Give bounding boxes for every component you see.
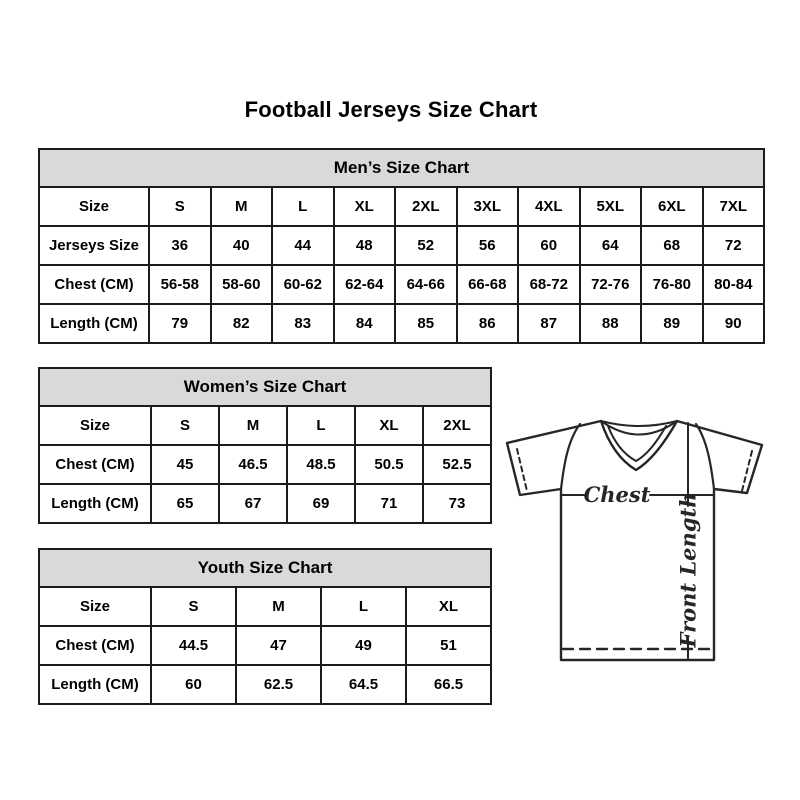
jersey-outline bbox=[507, 421, 762, 660]
table-cell: 40 bbox=[211, 226, 273, 265]
table-cell: 76-80 bbox=[641, 265, 703, 304]
table-cell: 87 bbox=[518, 304, 580, 343]
table-cell: L bbox=[287, 406, 355, 445]
row-label: Size bbox=[39, 406, 151, 445]
table-row bbox=[39, 265, 764, 304]
table-cell: 69 bbox=[287, 484, 355, 523]
table-cell: 4XL bbox=[518, 187, 580, 226]
row-label: Length (CM) bbox=[39, 665, 151, 704]
table-row bbox=[39, 226, 764, 265]
size-table bbox=[38, 148, 765, 344]
table-cell: 47 bbox=[236, 626, 321, 665]
table-row bbox=[39, 445, 491, 484]
table-cell: 6XL bbox=[641, 187, 703, 226]
table-cell: 62-64 bbox=[334, 265, 396, 304]
table-row bbox=[39, 484, 491, 523]
table-cell: 49 bbox=[321, 626, 406, 665]
table-cell: 68 bbox=[641, 226, 703, 265]
table-cell: 7XL bbox=[703, 187, 765, 226]
row-label: Length (CM) bbox=[39, 484, 151, 523]
table-cell: 72 bbox=[703, 226, 765, 265]
table-title: Men’s Size Chart bbox=[39, 149, 764, 187]
table-cell: 66-68 bbox=[457, 265, 519, 304]
size-table bbox=[38, 367, 492, 524]
table-cell: S bbox=[149, 187, 211, 226]
table-cell: 56-58 bbox=[149, 265, 211, 304]
table-cell: XL bbox=[355, 406, 423, 445]
table-cell: M bbox=[219, 406, 287, 445]
table-cell: 90 bbox=[703, 304, 765, 343]
table-cell: 56 bbox=[457, 226, 519, 265]
size-table bbox=[38, 548, 492, 705]
table-cell: L bbox=[272, 187, 334, 226]
jersey-left-armhole-seam bbox=[561, 424, 580, 489]
table-cell: 48 bbox=[334, 226, 396, 265]
page-title: Football Jerseys Size Chart bbox=[244, 97, 538, 122]
table-title: Women’s Size Chart bbox=[39, 368, 491, 406]
front-length-label: Front Length bbox=[675, 492, 701, 648]
row-label: Jerseys Size bbox=[39, 226, 149, 265]
table-cell: 72-76 bbox=[580, 265, 642, 304]
row-label: Size bbox=[39, 587, 151, 626]
womens-size-table bbox=[38, 367, 492, 524]
table-row bbox=[39, 304, 764, 343]
table-cell: 48.5 bbox=[287, 445, 355, 484]
table-cell: 71 bbox=[355, 484, 423, 523]
row-label: Size bbox=[39, 187, 149, 226]
row-label: Chest (CM) bbox=[39, 265, 149, 304]
table-cell: 44 bbox=[272, 226, 334, 265]
table-cell: 85 bbox=[395, 304, 457, 343]
mens-size-table bbox=[38, 148, 765, 344]
table-cell: S bbox=[151, 406, 219, 445]
table-cell: L bbox=[321, 587, 406, 626]
table-cell: 83 bbox=[272, 304, 334, 343]
jersey-diagram bbox=[504, 402, 776, 670]
table-cell: 3XL bbox=[457, 187, 519, 226]
table-cell: 2XL bbox=[423, 406, 491, 445]
table-cell: 60 bbox=[151, 665, 236, 704]
table-cell: 44.5 bbox=[151, 626, 236, 665]
table-cell: 60-62 bbox=[272, 265, 334, 304]
row-label: Length (CM) bbox=[39, 304, 149, 343]
table-row bbox=[39, 665, 491, 704]
table-cell: 73 bbox=[423, 484, 491, 523]
table-row bbox=[39, 587, 491, 626]
table-cell: 45 bbox=[151, 445, 219, 484]
table-cell: 84 bbox=[334, 304, 396, 343]
table-row bbox=[39, 626, 491, 665]
table-row bbox=[39, 187, 764, 226]
table-cell: 67 bbox=[219, 484, 287, 523]
table-cell: 36 bbox=[149, 226, 211, 265]
chest-label: Chest bbox=[583, 482, 651, 507]
table-cell: 64-66 bbox=[395, 265, 457, 304]
table-cell: XL bbox=[334, 187, 396, 226]
table-cell: 65 bbox=[151, 484, 219, 523]
table-row bbox=[39, 406, 491, 445]
table-cell: 64 bbox=[580, 226, 642, 265]
row-label: Chest (CM) bbox=[39, 445, 151, 484]
table-cell: 66.5 bbox=[406, 665, 491, 704]
jersey-right-armhole-seam bbox=[696, 424, 714, 489]
youth-size-table bbox=[38, 548, 492, 705]
table-cell: 80-84 bbox=[703, 265, 765, 304]
table-cell: 82 bbox=[211, 304, 273, 343]
table-cell: 46.5 bbox=[219, 445, 287, 484]
table-cell: 5XL bbox=[580, 187, 642, 226]
row-label: Chest (CM) bbox=[39, 626, 151, 665]
table-cell: 64.5 bbox=[321, 665, 406, 704]
table-cell: M bbox=[211, 187, 273, 226]
table-cell: 52.5 bbox=[423, 445, 491, 484]
table-cell: XL bbox=[406, 587, 491, 626]
table-title: Youth Size Chart bbox=[39, 549, 491, 587]
table-cell: 86 bbox=[457, 304, 519, 343]
table-cell: 88 bbox=[580, 304, 642, 343]
table-cell: 68-72 bbox=[518, 265, 580, 304]
table-cell: 52 bbox=[395, 226, 457, 265]
table-cell: 58-60 bbox=[211, 265, 273, 304]
table-cell: 89 bbox=[641, 304, 703, 343]
table-cell: 60 bbox=[518, 226, 580, 265]
table-cell: 79 bbox=[149, 304, 211, 343]
table-cell: 2XL bbox=[395, 187, 457, 226]
table-cell: 50.5 bbox=[355, 445, 423, 484]
table-cell: M bbox=[236, 587, 321, 626]
table-cell: 51 bbox=[406, 626, 491, 665]
table-cell: S bbox=[151, 587, 236, 626]
table-cell: 62.5 bbox=[236, 665, 321, 704]
